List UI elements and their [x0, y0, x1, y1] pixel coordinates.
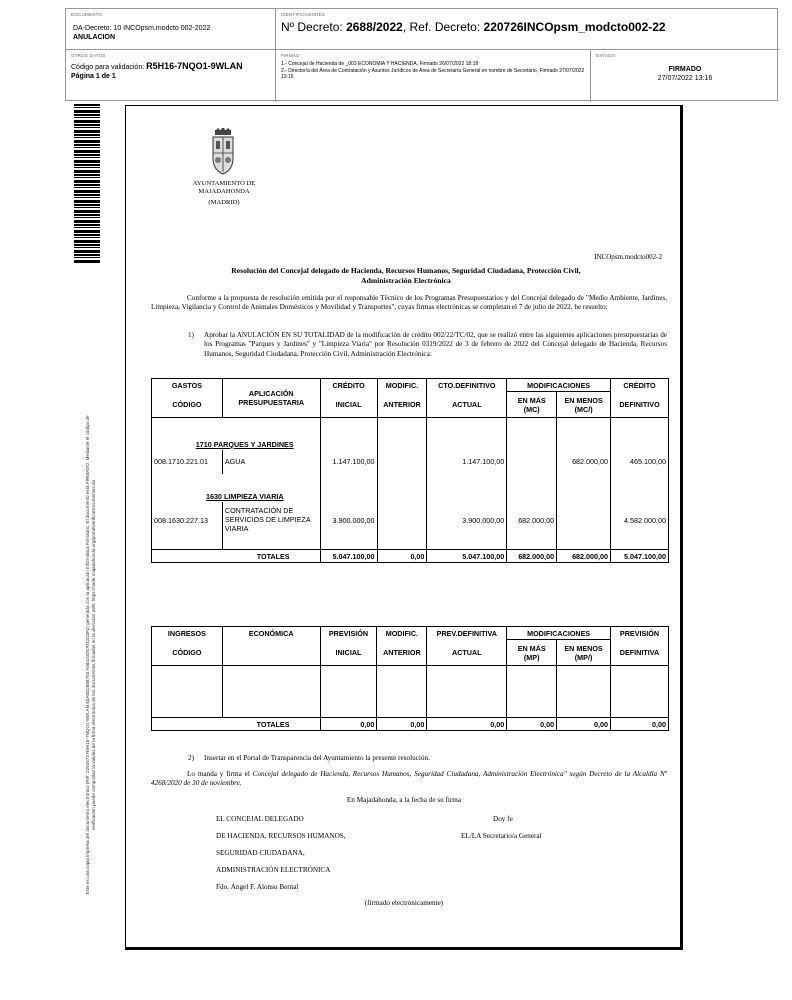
- col-codigo: CÓDIGO: [152, 392, 223, 418]
- col-prev-definitiva: PREV.DEFINITIVA: [427, 627, 507, 640]
- documento-line2: ANULACION: [73, 33, 115, 41]
- page-label: Página 1 de 1: [71, 73, 116, 80]
- point1-text: Aprobar la ANULACIÓN EN SU TOTALIDAD de la modificación de crédito 002/22/TC/02, que se realizó entre las siguientes aplicaciones presupuestarias de los Programas "Parques y Jardines" y "Limpieza Viaria" por Resolución 0319/2022 de 3 de febrero de 2022 del Concejal delegado de Hacienda, Recursos Humanos, Seguridad Ciudadana, Protección Civil, Administración Electrónica:: [204, 331, 667, 358]
- row1-definitivo: 465.100,00: [611, 450, 669, 474]
- col-modificaciones: MODIFICACIONES: [507, 627, 611, 640]
- totals-mas: 0,00: [507, 718, 557, 731]
- col-ingresos: INGRESOS: [152, 627, 223, 640]
- estado-cell: [591, 50, 779, 102]
- signer-line2: DE HACIENDA, RECURSOS HUMANOS,: [216, 832, 346, 840]
- signer-name: Fdo. Ángel F. Alonso Bernal: [216, 883, 299, 891]
- signer-line4: ADMINISTRACIÓN ELECTRÓNICA: [216, 866, 331, 874]
- group-parques-jardines: 1710 PARQUES Y JARDINES: [195, 439, 294, 449]
- row2-anterior: [377, 502, 427, 550]
- col-economica: ECONÓMICA: [222, 627, 320, 640]
- firmas-caption: FIRMAS: [281, 53, 300, 58]
- validation-info: [71, 62, 270, 81]
- col-definitivo: DEFINITIVO: [611, 392, 669, 418]
- col-inicial: INICIAL: [320, 640, 377, 666]
- totals-definitivo: 5.047.100,00: [611, 550, 669, 563]
- col-anterior: ANTERIOR: [377, 640, 427, 666]
- col-credito-def: CRÉDITO: [611, 379, 669, 392]
- intro-paragraph: Conforme a la propuesta de resolución emitida por el responsable Técnico de los Programas Presupuestarios y del Concejal delegado de "Medio Ambiente, Jardines, Limpieza, Vigilancia y Control de Animales Domésticos y Movilidad y Transportes", cuyas firmas electrónicas se completan el 7 de julio de 2022, he resuelto:: [151, 294, 667, 312]
- table-row: [152, 502, 669, 550]
- col-credito: CRÉDITO: [320, 379, 377, 392]
- row2-definitivo: 4.582.000,00: [611, 502, 669, 550]
- ayuntamiento-name: [174, 180, 274, 207]
- documento-line1: DA-Decreto: 10 INCOpsm.modcto 002-2022: [73, 25, 211, 32]
- coat-of-arms-icon: [208, 128, 238, 176]
- point2-text: Insertar en el Portal de Transparencia del Ayuntamiento la presente resolución.: [204, 754, 430, 762]
- col-prevision: PREVISIÓN: [320, 627, 377, 640]
- col-actual: ACTUAL: [427, 392, 507, 418]
- secretary-line2: EL/LA Secretario/a General: [461, 832, 542, 840]
- signature-footer: (firmado electrónicamente): [364, 899, 444, 907]
- totals-row: [152, 718, 669, 731]
- secretary-line1: Doy fe: [493, 815, 513, 823]
- row1-inicial: 1.147.100,00: [320, 450, 377, 474]
- document-reference: INCOpsm.modcto002-2: [594, 253, 662, 261]
- totals-row: [152, 550, 669, 563]
- signer-line3: SEGURIDAD CIUDADANA,: [216, 849, 305, 857]
- documento-caption: DOCUMENTO: [71, 12, 103, 17]
- decree-identifier: [281, 20, 774, 34]
- identificadores-caption: IDENTIFICADORES: [281, 12, 326, 17]
- ayto-line3: (MADRID): [208, 198, 240, 206]
- title-line1: Resolución del Concejal delegado de Hacienda, Recursos Humanos, Seguridad Ciudadana, Protección Civil,: [231, 266, 581, 275]
- row1-actual: 1.147.100,00: [427, 450, 507, 474]
- validation-code: R5H16-7NQO1-9WLAN: [146, 61, 243, 71]
- estado-value: [596, 65, 774, 83]
- row1-codigo: 008.1710.221.01: [152, 450, 223, 474]
- otros-caption: OTROS DATOS: [71, 53, 106, 58]
- col-modific: MODIFIC.: [377, 627, 427, 640]
- document-page: [125, 105, 683, 950]
- totals-menos: 0,00: [557, 718, 611, 731]
- row2-menos: [557, 502, 611, 550]
- col-en-mas: EN MÁS (MC): [507, 392, 557, 418]
- firma-1: 1.- Concejal de Hacienda de _003 ECONOMIA Y HACIENDA, Firmado 26/07/2022 18:18: [281, 61, 479, 67]
- ingresos-table: [151, 626, 669, 731]
- decree-prefix: Nº Decreto:: [281, 20, 347, 34]
- totals-actual: 5.047.100,00: [427, 550, 507, 563]
- gastos-table: [151, 378, 669, 563]
- estado-date: 27/07/2022 13:16: [657, 75, 713, 82]
- row1-mas: [507, 450, 557, 474]
- estado-caption: ESTADO: [596, 53, 616, 58]
- table-row: [152, 450, 669, 474]
- col-actual: ACTUAL: [427, 640, 507, 666]
- decree-mid: , Ref. Decreto:: [402, 20, 484, 34]
- side-text-1: Este es una copia impresa del documento electrónico (Ref: 2292573 R5H16-7NQO1-9WLAN 83A8D2888703 A58410D57042D3F2) generada con la aplicación informática Firmadoc. El documento está FIRMADO. Mediante el código de: [85, 415, 90, 895]
- verification-side-text: [86, 340, 96, 970]
- resolution-title: [146, 266, 666, 286]
- signer-line1: EL CONCEJAL DELEGADO: [216, 815, 304, 823]
- documento-value: [71, 25, 270, 42]
- point2-number: 2): [188, 754, 194, 762]
- row2-inicial: 3.900.000,00: [320, 502, 377, 550]
- col-cto-definitivo: CTO.DEFINITIVO: [427, 379, 507, 392]
- col-gastos: GASTOS: [152, 379, 223, 392]
- col-definitiva: DEFINITIVA: [611, 640, 669, 666]
- col-aplicacion: APLICACIÓN PRESUPUESTARIA: [222, 379, 320, 418]
- firma-2: 2.- Director/a del Área de Contratación y Asuntos Jurídicos de Area de Secretaría General en nombre de Secretario, Firmado 27/07/2022 13:16: [281, 67, 585, 80]
- ayto-line1: AYUNTAMIENTO DE: [192, 180, 256, 187]
- totals-anterior: 0,00: [377, 550, 427, 563]
- firmas-list: [281, 61, 585, 81]
- title-line2: Administración Electrónica: [361, 276, 451, 285]
- totals-actual: 0,00: [427, 718, 507, 731]
- firmas-cell: [276, 50, 591, 102]
- totals-mas: 682.000,00: [507, 550, 557, 563]
- manda-pre: Lo manda y firma el: [187, 770, 253, 778]
- manda-paragraph: [151, 770, 667, 789]
- row2-codigo: 008.1630.227.13: [152, 502, 223, 550]
- totals-menos: 682.000,00: [557, 550, 611, 563]
- col-en-menos: EN MENOS (MC/): [557, 392, 611, 418]
- barcode: [74, 104, 100, 264]
- group-limpieza-viaria: 1630 LIMPIEZA VIARIA: [205, 491, 284, 501]
- col-en-mas: EN MÁS (MP): [507, 640, 557, 666]
- totals-inicial: 0,00: [320, 718, 377, 731]
- decree-number: 2688/2022: [346, 20, 403, 34]
- manda-italic: Concejal delegado de Hacienda, Recursos Humanos, Seguridad Ciudadana, Administración Electrónica" según Decreto de la Alcaldía Nº 4268/2020 de 30 de noviembre.: [151, 770, 667, 788]
- totals-inicial: 5.047.100,00: [320, 550, 377, 563]
- row1-anterior: [377, 450, 427, 474]
- totals-definitiva: 0,00: [611, 718, 669, 731]
- col-modificaciones: MODIFICACIONES: [507, 379, 611, 392]
- side-text-2: verificación puede comprobar la validez de la firma electrónica de los documentos firmados en la dirección web: https://sede.majadahonda.org/portal/verificaDocumentos.do: [91, 479, 96, 831]
- otros-datos-cell: [66, 50, 276, 102]
- decree-ref: 220726INCOpsm_modcto002-22: [483, 20, 666, 34]
- ayto-line2: MAJADAHONDA: [198, 188, 250, 196]
- col-anterior: ANTERIOR: [377, 392, 427, 418]
- totals-anterior: 0,00: [377, 718, 427, 731]
- totals-label: TOTALES: [152, 550, 321, 563]
- place-date: En Majadahonda, a la fecha de su firma: [346, 796, 462, 804]
- col-en-menos: EN MENOS (MP/): [557, 640, 611, 666]
- identificadores-cell: [276, 9, 779, 50]
- document-header: [65, 8, 778, 101]
- col-modific: MODIFIC.: [377, 379, 427, 392]
- row1-menos: 682.000,00: [557, 450, 611, 474]
- totals-label: TOTALES: [152, 718, 321, 731]
- row2-desc: CONTRATACIÓN DE SERVICIOS DE LIMPIEZA VIARIA: [222, 502, 320, 550]
- documento-cell: [66, 9, 276, 50]
- point1-number: 1): [188, 331, 194, 339]
- validation-label: Código para validación:: [71, 64, 147, 71]
- row2-mas: 682.000,00: [507, 502, 557, 550]
- col-codigo: CÓDIGO: [152, 640, 223, 666]
- row1-desc: AGUA: [222, 450, 320, 474]
- row2-actual: 3.900.000,00: [427, 502, 507, 550]
- col-prevision-def: PREVISIÓN: [611, 627, 669, 640]
- estado-status: FIRMADO: [668, 66, 702, 73]
- col-inicial: INICIAL: [320, 392, 377, 418]
